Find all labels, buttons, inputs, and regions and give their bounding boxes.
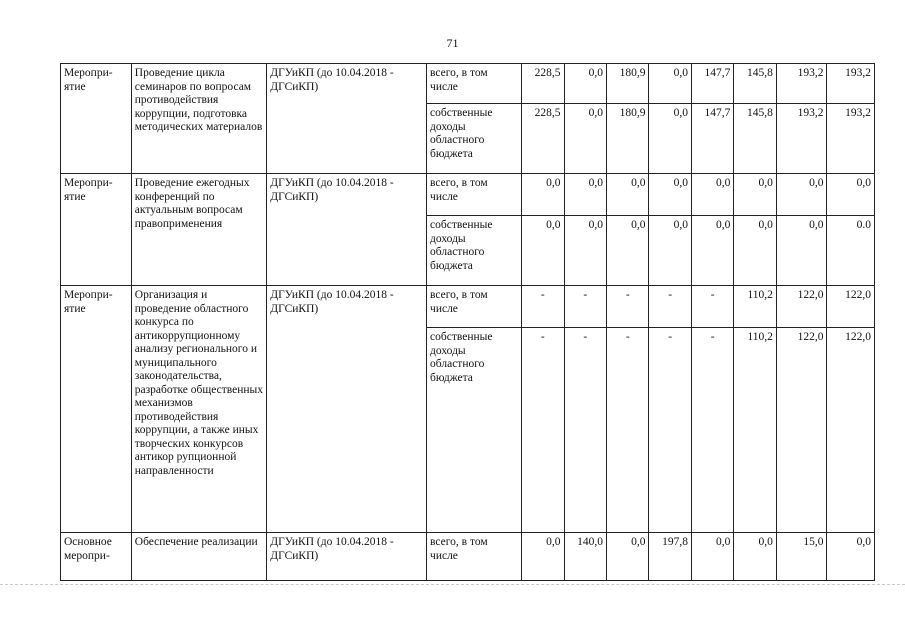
value-cell: -	[649, 286, 691, 328]
value-cell: 180,9	[607, 64, 649, 104]
value-cell: 0,0	[734, 216, 776, 286]
value-cell: 0,0	[734, 533, 776, 581]
value-cell: 0,0	[564, 104, 606, 174]
value-cell: 0,0	[522, 533, 564, 581]
value-cell: 228,5	[522, 104, 564, 174]
activity-type: Меропри-ятие	[61, 64, 132, 174]
funding-source: всего, в том числе	[427, 533, 522, 581]
activity-type: Меропри-ятие	[61, 286, 132, 533]
value-cell: -	[649, 328, 691, 533]
value-cell: 0,0	[522, 216, 564, 286]
value-cell: 0,0	[776, 216, 827, 286]
activity-type: Основное меропри-	[61, 533, 132, 581]
value-cell: -	[607, 328, 649, 533]
value-cell: -	[691, 286, 733, 328]
value-cell: 0,0	[607, 174, 649, 216]
value-cell: 0,0	[649, 174, 691, 216]
funding-source: собственные доходы областного бюджета	[427, 104, 522, 174]
value-cell: 0,0	[691, 533, 733, 581]
value-cell: 145,8	[734, 104, 776, 174]
table-row	[61, 64, 875, 104]
executor: ДГУиКП (до 10.04.2018 - ДГСиКП)	[267, 286, 427, 533]
executor: ДГУиКП (до 10.04.2018 - ДГСиКП)	[267, 174, 427, 286]
value-cell: 193,2	[827, 64, 875, 104]
value-cell: 0,0	[691, 216, 733, 286]
table-row	[61, 286, 875, 328]
activity-type: Меропри-ятие	[61, 174, 132, 286]
value-cell: 0,0	[827, 533, 875, 581]
value-cell: -	[522, 286, 564, 328]
value-cell: -	[691, 328, 733, 533]
value-cell: 0,0	[649, 104, 691, 174]
value-cell: 193,2	[827, 104, 875, 174]
value-cell: -	[564, 286, 606, 328]
value-cell: 0,0	[564, 64, 606, 104]
budget-table	[60, 63, 875, 581]
value-cell: 0,0	[691, 174, 733, 216]
value-cell: 197,8	[649, 533, 691, 581]
funding-source: собственные доходы областного бюджета	[427, 216, 522, 286]
page-bottom-divider	[0, 584, 905, 586]
activity-name: Проведение цикла семинаров по вопросам противодействия коррупции, подготовка методических материалов	[131, 64, 266, 174]
executor: ДГУиКП (до 10.04.2018 - ДГСиКП)	[267, 533, 427, 581]
activity-name: Проведение ежегодных конференций по актуальным вопросам правоприменения	[131, 174, 266, 286]
value-cell: 122,0	[827, 328, 875, 533]
value-cell: 0,0	[776, 174, 827, 216]
funding-source: всего, в том числе	[427, 286, 522, 328]
value-cell: 122,0	[776, 286, 827, 328]
funding-source: собственные доходы областного бюджета	[427, 328, 522, 533]
value-cell: 180,9	[607, 104, 649, 174]
value-cell: 110,2	[734, 328, 776, 533]
value-cell: 0,0	[564, 174, 606, 216]
value-cell: 110,2	[734, 286, 776, 328]
value-cell: 193,2	[776, 64, 827, 104]
activity-name: Обеспечение реализации	[131, 533, 266, 581]
table-row	[61, 533, 875, 581]
value-cell: 0,0	[607, 533, 649, 581]
value-cell: 0,0	[649, 216, 691, 286]
value-cell: -	[522, 328, 564, 533]
value-cell: 0,0	[607, 216, 649, 286]
value-cell: 147,7	[691, 64, 733, 104]
value-cell: 0.0	[827, 216, 875, 286]
value-cell: 0,0	[827, 174, 875, 216]
value-cell: 228,5	[522, 64, 564, 104]
value-cell: 193,2	[776, 104, 827, 174]
value-cell: 0,0	[522, 174, 564, 216]
value-cell: 122,0	[827, 286, 875, 328]
value-cell: 122,0	[776, 328, 827, 533]
value-cell: -	[564, 328, 606, 533]
activity-name: Организация и проведение областного конкурса по антикоррупционному анализу регионального и муниципального законодательства, разработке общественных механизмов противодействия коррупции, а также иных творческих конкурсов антикор рупционной направленности	[131, 286, 266, 533]
value-cell: 145,8	[734, 64, 776, 104]
value-cell: 0,0	[564, 216, 606, 286]
page-number: 71	[446, 36, 459, 50]
funding-source: всего, в том числе	[427, 64, 522, 104]
table-row	[61, 174, 875, 216]
value-cell: -	[607, 286, 649, 328]
value-cell: 140,0	[564, 533, 606, 581]
executor: ДГУиКП (до 10.04.2018 - ДГСиКП)	[267, 64, 427, 174]
funding-source: всего, в том числе	[427, 174, 522, 216]
value-cell: 15,0	[776, 533, 827, 581]
value-cell: 147,7	[691, 104, 733, 174]
value-cell: 0,0	[734, 174, 776, 216]
value-cell: 0,0	[649, 64, 691, 104]
